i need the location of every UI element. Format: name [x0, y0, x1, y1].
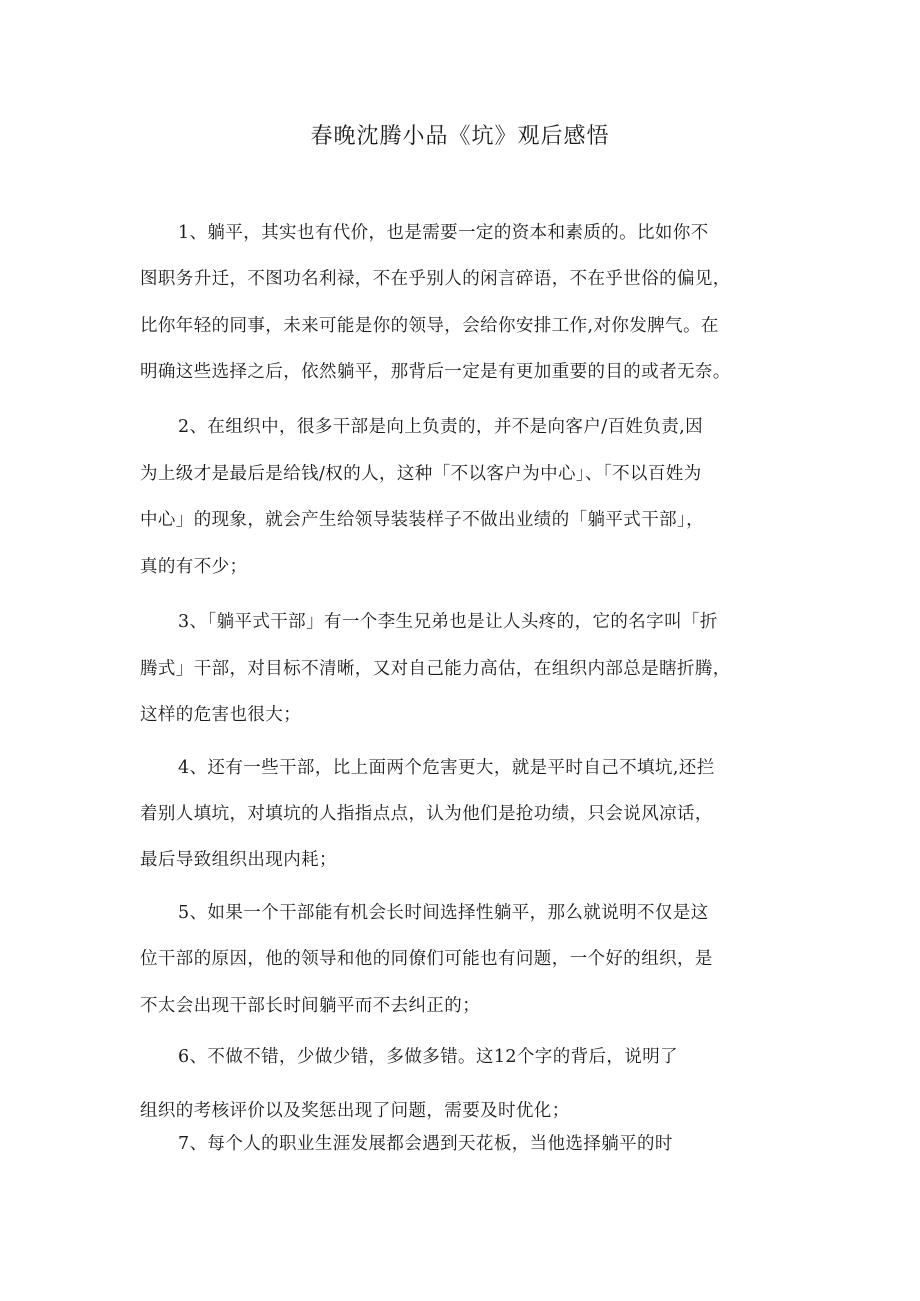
text-line: 腾式」干部，对目标不清晰，又对自己能力高估，在组织内部总是瞎折腾， — [140, 659, 731, 679]
text-line: 这样的危害也很大； — [140, 705, 302, 725]
text-line: 4、还有一些干部，比上面两个危害更大，就是平时自己不填坑,还拦 — [178, 758, 715, 778]
text-line: 为上级才是最后是给钱/权的人，这种「不以客户为中心」、「不以百姓为 — [140, 464, 702, 484]
text-line: 组织的考核评价以及奖惩出现了问题，需要及时优化； — [140, 1101, 570, 1121]
text-line: 3、「躺平式干部」有一个李生兄弟也是让人头疼的，它的名字叫「折 — [178, 612, 718, 632]
page-title: 春晚沈腾小品《坑》观后感悟 — [310, 124, 610, 149]
text-line: 2、在组织中，很多干部是向上负责的，并不是向客户/百姓负责,因 — [178, 417, 703, 437]
text-line: 5、如果一个干部能有机会长时间选择性躺平，那么就说明不仅是这 — [178, 903, 709, 923]
text-line: 1、躺平，其实也有代价，也是需要一定的资本和素质的。比如你不 — [178, 223, 709, 243]
text-line: 6、不做不错，少做少错，多做多错。这12个字的背后，说明了 — [178, 1047, 678, 1067]
text-line: 着别人填坑，对填坑的人指指点点，认为他们是抢功绩，只会说风凉话， — [140, 804, 713, 824]
text-line: 比你年轻的同事，未来可能是你的领导，会给你安排工作,对你发脾气。在 — [140, 316, 719, 336]
text-line: 图职务升迁，不图功名利禄，不在乎别人的闲言碎语，不在乎世俗的偏见， — [140, 269, 731, 289]
text-line: 位干部的原因，他的领导和他的同僚们可能也有问题，一个好的组织，是 — [140, 949, 713, 969]
text-line: 真的有不少； — [140, 557, 248, 577]
text-line: 不太会出现干部长时间躺平而不去纠正的； — [140, 996, 481, 1016]
text-line: 7、每个人的职业生涯发展都会遇到天花板，当他选择躺平的时 — [178, 1134, 673, 1154]
text-line: 最后导致组织出现内耗； — [140, 850, 337, 870]
text-line: 中心」的现象，就会产生给领导装装样子不做出业绩的「躺平式干部」， — [140, 510, 705, 530]
text-line: 明确这些选择之后，依然躺平，那背后一定是有更加重要的目的或者无奈。 — [140, 362, 731, 382]
